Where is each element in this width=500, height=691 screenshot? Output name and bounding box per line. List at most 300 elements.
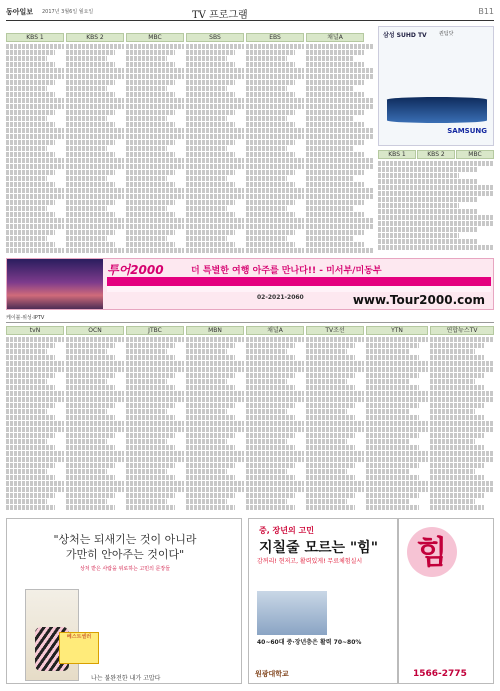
listing-line <box>246 361 304 366</box>
listing-line <box>126 403 175 408</box>
listing-line <box>306 56 354 61</box>
listing-line <box>66 415 115 420</box>
listing-line <box>6 224 64 229</box>
listing-line <box>186 481 244 486</box>
listing-line <box>246 68 304 73</box>
listing-line <box>186 230 235 235</box>
channel-header-2: KBS 2 <box>66 33 124 42</box>
listing-line <box>366 415 419 420</box>
listing-line <box>366 385 419 390</box>
listing-line <box>126 116 167 121</box>
listing-line <box>66 457 124 462</box>
listing-line <box>246 200 295 205</box>
listing-line <box>66 164 124 169</box>
listing-line <box>306 44 374 49</box>
listing-line <box>246 140 295 145</box>
listing-line <box>6 50 55 55</box>
listing-line <box>126 451 184 456</box>
channel-header-mid-3: MBC <box>456 150 494 159</box>
listing-column-4 <box>186 44 244 254</box>
listing-line <box>126 433 175 438</box>
listing-line <box>126 44 184 49</box>
listing-line <box>306 343 355 348</box>
listing-line <box>66 110 115 115</box>
listing-line <box>306 86 354 91</box>
listing-line <box>366 481 428 486</box>
channel-header-mid-2: KBS 2 <box>417 150 455 159</box>
listing-line <box>126 397 184 402</box>
listing-line <box>246 134 304 139</box>
listing-line <box>246 248 304 253</box>
cable-header-6: TV조선 <box>306 326 364 335</box>
listing-line <box>66 206 107 211</box>
listing-line <box>126 176 167 181</box>
listing-column-2 <box>66 44 124 254</box>
listing-line <box>66 56 107 61</box>
listing-line <box>246 224 304 229</box>
listing-line <box>246 116 287 121</box>
listing-line <box>66 188 124 193</box>
listing-line <box>246 152 295 157</box>
channel-header-mid-1: KBS 1 <box>378 150 416 159</box>
listing-line <box>306 80 364 85</box>
page-header <box>6 6 494 21</box>
listing-line <box>246 158 304 163</box>
listing-line <box>66 74 124 79</box>
listing-line <box>6 355 55 360</box>
listing-line <box>366 343 419 348</box>
listing-line <box>6 140 55 145</box>
listing-line <box>430 493 484 498</box>
listing-line <box>366 361 428 366</box>
bestseller-sticker: 베스트셀러 <box>59 632 99 664</box>
tv-ad-brand: 삼성 SUHD TV <box>383 32 427 39</box>
listing-line <box>306 451 364 456</box>
listing-line <box>306 242 364 247</box>
listing-line <box>186 427 244 432</box>
listing-line <box>246 403 295 408</box>
listing-line <box>366 421 428 426</box>
listing-line <box>66 505 115 510</box>
listing-line <box>246 367 304 372</box>
listing-line <box>378 239 477 244</box>
listing-line <box>246 170 295 175</box>
listing-line <box>366 463 419 468</box>
listing-line <box>186 80 235 85</box>
listing-line <box>306 62 364 67</box>
listing-line <box>430 433 484 438</box>
listing-line <box>126 92 175 97</box>
listing-line <box>6 194 64 199</box>
book-title: 나는 불완전한 내가 고맙다 <box>91 675 161 682</box>
listing-line <box>6 74 64 79</box>
listing-line <box>306 98 374 103</box>
listing-line <box>66 439 107 444</box>
listing-line <box>66 499 107 504</box>
listing-line <box>126 427 184 432</box>
listing-line <box>430 367 494 372</box>
listing-line <box>366 475 419 480</box>
listing-line <box>126 56 167 61</box>
listing-line <box>306 200 364 205</box>
health-ad-headline: 지칠줄 모르는 "힘" <box>259 540 379 556</box>
listing-line <box>186 218 244 223</box>
listing-line <box>186 140 235 145</box>
listing-line <box>366 445 419 450</box>
listing-line <box>126 224 184 229</box>
listing-line <box>6 475 55 480</box>
cable-listing-6 <box>306 337 364 513</box>
listing-line <box>306 427 364 432</box>
listing-line <box>186 403 235 408</box>
listing-line <box>246 62 295 67</box>
channel-header-1: KBS 1 <box>6 33 64 42</box>
health-ad-kicker: 중, 장년의 고민 <box>259 526 314 535</box>
listing-line <box>306 361 364 366</box>
listing-line <box>6 176 47 181</box>
listing-line <box>66 128 124 133</box>
listing-line <box>186 62 235 67</box>
listing-line <box>6 158 64 163</box>
cable-header-1: tvN <box>6 326 64 335</box>
listing-line <box>66 493 115 498</box>
listing-line <box>186 44 244 49</box>
listing-line <box>66 116 107 121</box>
listing-line <box>186 475 235 480</box>
listing-line <box>246 421 304 426</box>
listing-line <box>186 505 235 510</box>
listing-line <box>126 343 175 348</box>
listing-line <box>66 397 124 402</box>
tv-screen-image <box>387 97 487 123</box>
listing-line <box>66 475 115 480</box>
listing-line <box>126 409 167 414</box>
listing-line <box>366 349 409 354</box>
listing-line <box>66 62 115 67</box>
listing-line <box>186 146 227 151</box>
channel-header-6: 채널A <box>306 33 364 42</box>
listing-line <box>306 92 364 97</box>
listing-line <box>6 122 55 127</box>
listing-line <box>246 481 304 486</box>
listing-line <box>186 445 235 450</box>
listing-line <box>430 439 475 444</box>
listing-line <box>430 427 494 432</box>
health-ad <box>248 518 398 684</box>
cable-section-bar: 케이블·위성·IPTV <box>6 314 494 323</box>
listing-line <box>66 104 124 109</box>
listing-line <box>6 56 47 61</box>
listing-line <box>66 200 115 205</box>
listing-column-6 <box>306 44 374 254</box>
health-ad-sub: 감꺼리! 현저고, 활력있게! 무료체험실시 <box>257 558 363 565</box>
listing-line <box>186 373 235 378</box>
listing-line <box>66 212 115 217</box>
listing-line <box>366 493 419 498</box>
listing-line <box>246 218 304 223</box>
listing-line <box>306 128 374 133</box>
listing-line <box>126 170 175 175</box>
travel-brand: 투어2000 <box>107 263 164 277</box>
listing-line <box>126 505 175 510</box>
listing-line <box>126 230 175 235</box>
listing-line <box>126 62 175 67</box>
listing-line <box>306 433 355 438</box>
listing-line <box>366 469 409 474</box>
listing-line <box>246 493 295 498</box>
page-title: TV 프로그램 <box>192 10 248 21</box>
listing-line <box>6 242 55 247</box>
listing-line <box>186 212 235 217</box>
listing-line <box>126 373 175 378</box>
listing-line <box>246 373 295 378</box>
listing-line <box>66 481 124 486</box>
listing-line <box>66 146 107 151</box>
listing-line <box>366 409 409 414</box>
listing-line <box>306 176 354 181</box>
listing-line <box>246 475 295 480</box>
listing-line <box>246 44 304 49</box>
newspaper-brand: 동아일보 <box>6 8 34 16</box>
cable-listing-8 <box>430 337 494 513</box>
listing-line <box>186 463 235 468</box>
listing-line <box>126 385 175 390</box>
right-ad-phone: 1566-2775 <box>413 669 467 679</box>
listing-line <box>126 128 184 133</box>
listing-line <box>126 421 184 426</box>
listing-line <box>126 218 184 223</box>
listing-line <box>306 50 364 55</box>
listing-line <box>366 433 419 438</box>
listing-line <box>378 203 459 208</box>
listing-line <box>126 140 175 145</box>
listing-line <box>186 74 244 79</box>
listing-line <box>6 445 55 450</box>
listing-line <box>246 457 304 462</box>
listing-line <box>306 499 347 504</box>
listing-line <box>378 185 494 190</box>
listing-line <box>126 415 175 420</box>
listing-line <box>246 212 295 217</box>
listing-line <box>6 80 55 85</box>
listing-line <box>66 122 115 127</box>
listing-line <box>6 403 55 408</box>
listing-line <box>6 463 55 468</box>
listing-line <box>186 355 235 360</box>
listing-line <box>366 403 419 408</box>
listing-line <box>378 167 477 172</box>
listing-line <box>66 68 124 73</box>
listing-line <box>66 421 124 426</box>
listing-line <box>430 445 484 450</box>
listing-line <box>6 373 55 378</box>
listing-line <box>306 469 347 474</box>
listing-line <box>186 182 235 187</box>
listing-line <box>66 134 124 139</box>
listing-line <box>246 415 295 420</box>
listing-line <box>246 86 287 91</box>
listing-line <box>6 349 47 354</box>
health-ad-photo <box>257 591 327 635</box>
listing-line <box>6 68 64 73</box>
listing-line <box>126 80 175 85</box>
listing-line <box>306 206 354 211</box>
listing-line <box>66 182 115 187</box>
listing-line <box>126 68 184 73</box>
listing-line <box>246 122 295 127</box>
listing-line <box>6 62 55 67</box>
listing-line <box>246 391 304 396</box>
listing-line <box>126 182 175 187</box>
listing-line <box>430 499 475 504</box>
listing-line <box>186 104 244 109</box>
listing-line <box>126 242 175 247</box>
listing-line <box>306 379 347 384</box>
listing-line <box>126 98 184 103</box>
travel-headline: 더 특별한 여행 아주를 만나다!! - 미서부/미동부 <box>191 266 382 276</box>
listing-line <box>306 158 374 163</box>
listing-line <box>66 427 124 432</box>
listing-line <box>126 355 175 360</box>
listing-line <box>430 505 484 510</box>
listing-line <box>6 397 64 402</box>
cable-listing-4 <box>186 337 244 513</box>
listing-line <box>306 463 355 468</box>
listing-line <box>306 122 364 127</box>
listing-line <box>6 230 55 235</box>
listing-line <box>306 182 364 187</box>
listing-line <box>6 170 55 175</box>
listing-line <box>126 146 167 151</box>
listing-line <box>430 337 494 342</box>
listing-line <box>246 242 295 247</box>
listing-line <box>246 427 304 432</box>
listing-line <box>126 439 167 444</box>
listing-line <box>6 188 64 193</box>
cable-listing-3 <box>126 337 184 513</box>
listing-line <box>430 403 484 408</box>
listing-line <box>126 487 184 492</box>
listing-line <box>430 343 484 348</box>
listing-line <box>378 215 494 220</box>
listing-line <box>306 409 347 414</box>
listing-line <box>186 415 235 420</box>
listing-line <box>66 140 115 145</box>
listing-line <box>126 164 184 169</box>
listing-column-5 <box>246 44 304 254</box>
listing-line <box>126 74 184 79</box>
listing-line <box>6 44 64 49</box>
listing-line <box>66 373 115 378</box>
listing-line <box>430 487 494 492</box>
listing-line <box>186 92 235 97</box>
listing-line <box>306 439 347 444</box>
listing-line <box>306 367 364 372</box>
listing-line <box>126 445 175 450</box>
listing-line <box>66 44 124 49</box>
issue-date: 2017년 3월6일 월요일 <box>42 9 94 15</box>
health-ad-footer: 원광대학교 <box>255 670 289 678</box>
cable-listing-5 <box>246 337 304 513</box>
listing-line <box>186 194 244 199</box>
listing-line <box>306 110 364 115</box>
listing-line <box>430 397 494 402</box>
listing-line <box>126 469 167 474</box>
listing-line <box>306 164 374 169</box>
listing-line <box>306 230 364 235</box>
listing-line <box>366 487 428 492</box>
listing-line <box>6 505 55 510</box>
listing-line <box>126 86 167 91</box>
listing-line <box>186 158 244 163</box>
listing-line <box>126 122 175 127</box>
listing-line <box>186 343 235 348</box>
listing-line <box>66 487 124 492</box>
health-ad-caption: 40~60대 중·장년층은 활력 70~80% <box>257 639 362 646</box>
cable-listing-7 <box>366 337 428 513</box>
listing-line <box>246 505 295 510</box>
listing-line <box>366 439 409 444</box>
listing-line <box>6 469 47 474</box>
listing-line <box>306 421 364 426</box>
listing-line <box>186 409 227 414</box>
listing-line <box>126 206 167 211</box>
listing-line <box>126 134 184 139</box>
listing-line <box>6 433 55 438</box>
listing-column-3 <box>126 44 184 254</box>
listing-line <box>430 379 475 384</box>
listing-line <box>66 379 107 384</box>
listing-line <box>246 433 295 438</box>
listing-line <box>6 439 47 444</box>
listing-line <box>66 343 115 348</box>
cable-header-7: YTN <box>366 326 428 335</box>
listing-line <box>6 182 55 187</box>
listing-line <box>246 445 295 450</box>
listing-line <box>246 236 287 241</box>
listing-line <box>366 457 428 462</box>
listing-line <box>186 248 244 253</box>
listing-line <box>186 50 235 55</box>
listing-line <box>66 367 124 372</box>
listing-line <box>6 493 55 498</box>
listing-line <box>66 337 124 342</box>
listing-line <box>126 158 184 163</box>
listing-line <box>6 206 47 211</box>
listing-line <box>430 409 475 414</box>
listing-line <box>6 212 55 217</box>
listing-line <box>366 337 428 342</box>
listing-line <box>6 343 55 348</box>
listing-line <box>366 355 419 360</box>
listing-line <box>126 367 184 372</box>
listing-line <box>6 337 64 342</box>
listing-line <box>186 170 235 175</box>
listing-line <box>430 475 484 480</box>
listing-line <box>66 224 124 229</box>
cable-header-8: 연합뉴스TV <box>430 326 494 335</box>
listing-line <box>186 242 235 247</box>
listing-line <box>246 56 287 61</box>
listing-line <box>246 397 304 402</box>
listing-line <box>6 367 64 372</box>
listing-line <box>186 385 235 390</box>
listing-line <box>66 242 115 247</box>
listing-line <box>66 451 124 456</box>
listing-line <box>126 50 175 55</box>
listing-line <box>6 457 64 462</box>
listing-line <box>66 391 124 396</box>
